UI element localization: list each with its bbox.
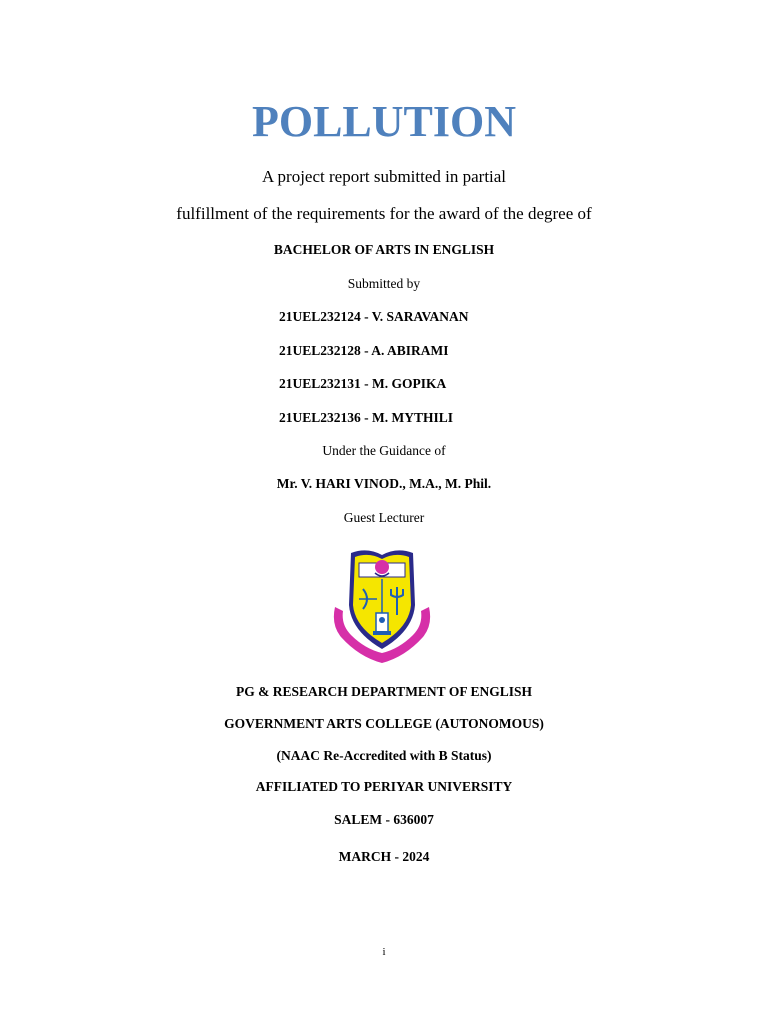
degree-name: BACHELOR OF ARTS IN ENGLISH xyxy=(273,242,495,257)
subtitle-line-2: fulfillment of the requirements for the award of the degree of xyxy=(176,204,592,223)
member-4: 21UEL232136 - M. MYTHILI xyxy=(279,410,454,425)
subtitle-line-1: A project report submitted in partial xyxy=(261,167,507,186)
college-name: GOVERNMENT ARTS COLLEGE (AUTONOMOUS) xyxy=(224,716,544,731)
emblem-crest xyxy=(375,560,389,574)
college-emblem-icon xyxy=(329,545,435,667)
report-title: POLLUTION xyxy=(251,97,517,146)
submission-date: MARCH - 2024 xyxy=(338,849,430,864)
location: SALEM - 636007 xyxy=(334,812,434,827)
submitted-by-label: Submitted by xyxy=(347,276,421,291)
page-number: i xyxy=(382,946,386,958)
member-2: 21UEL232128 - A. ABIRAMI xyxy=(279,343,449,358)
member-1: 21UEL232124 - V. SARAVANAN xyxy=(279,309,469,324)
guide-name: Mr. V. HARI VINOD., M.A., M. Phil. xyxy=(276,476,492,491)
member-3: 21UEL232131 - M. GOPIKA xyxy=(279,376,447,391)
accreditation-status: (NAAC Re-Accredited with B Status) xyxy=(276,748,492,763)
affiliation: AFFILIATED TO PERIYAR UNIVERSITY xyxy=(255,779,513,794)
guidance-label: Under the Guidance of xyxy=(322,443,446,458)
guide-designation: Guest Lecturer xyxy=(343,510,425,525)
department-name: PG & RESEARCH DEPARTMENT OF ENGLISH xyxy=(236,684,532,699)
